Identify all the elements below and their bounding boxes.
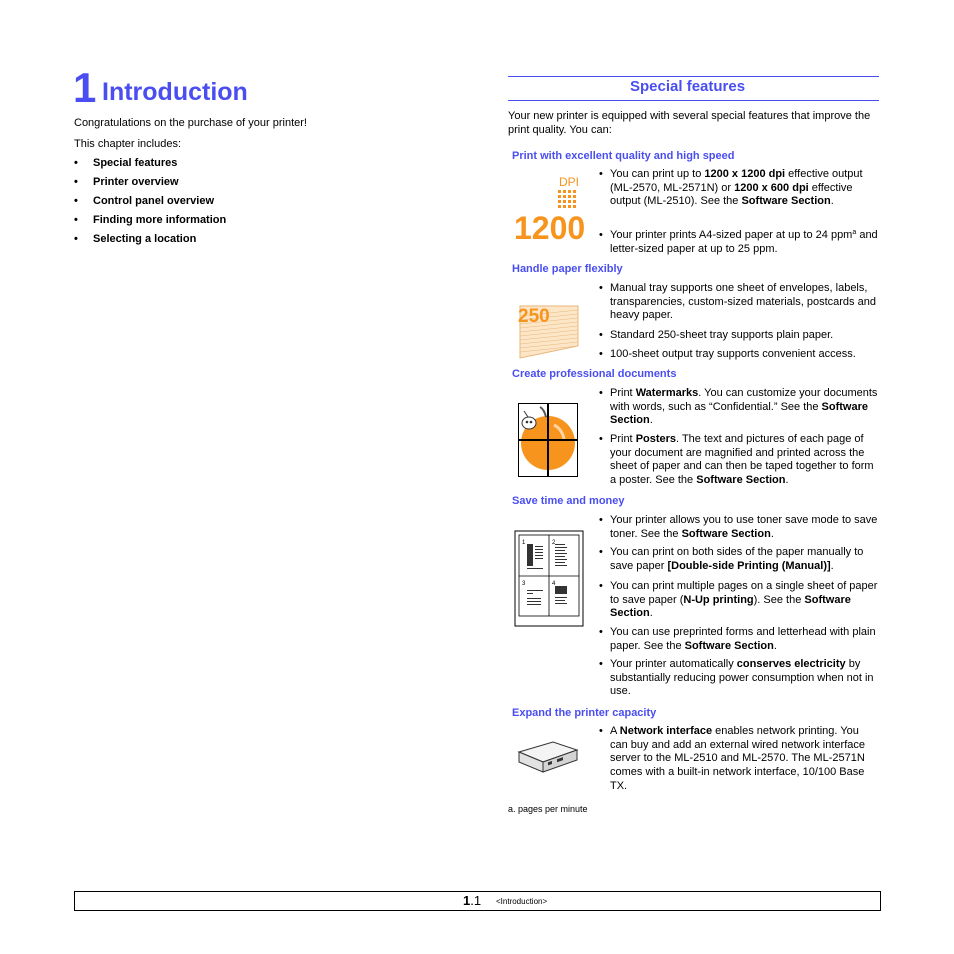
footnote-ref[interactable]: a: [852, 229, 857, 236]
chapter-title: Introduction: [102, 78, 248, 106]
poster-orange-icon: [518, 403, 578, 482]
network-interface-icon: [517, 740, 579, 781]
chapter-toc: [74, 157, 226, 252]
subheading-expand: Expand the printer capacity: [512, 707, 657, 719]
bullet-item: • A Network interface enables network printing. You can buy and add an external wired network interface server to the ML-2510 and ML-2570. The ML-2571N comes with a built-in network interface, 10/100 Base TX.: [599, 725, 865, 792]
section-rule-bottom: [508, 100, 879, 101]
svg-text:2: 2: [552, 540, 556, 546]
subheading-documents: Create professional documents: [512, 368, 677, 380]
footnote: a. pages per minute: [508, 804, 588, 814]
toc-item[interactable]: • Special features: [74, 157, 178, 169]
svg-text:4: 4: [552, 581, 556, 587]
dpi-1200-icon: [514, 172, 586, 249]
toc-item[interactable]: • Selecting a location: [74, 233, 197, 245]
section-rule-top: [508, 76, 879, 77]
toc-item[interactable]: • Finding more information: [74, 214, 227, 226]
subheading-save: Save time and money: [512, 495, 625, 507]
bullet-item: • Manual tray supports one sheet of envelopes, labels, transparencies, custom-sized materials, postcards and heavy paper.: [599, 282, 876, 322]
bullet-item: • Your printer prints A4-sized paper at up to 24 ppm$^a$ and letter-sized paper at up to 25 ppm.: [599, 229, 878, 255]
svg-text:3: 3: [522, 581, 526, 587]
bullet-item: • You can print up to 1200 x 1200 dpi effective output (ML-2570, ML-2571N) or 1200 x 600 dpi effective output (ML-2510). See the Software Section.: [599, 168, 863, 208]
page-number: 1.1: [463, 893, 482, 908]
bullet-item: • You can use preprinted forms and letterhead with plain paper. See the Software Section.: [599, 626, 876, 652]
dpi-number: 1200: [514, 210, 586, 244]
bullet-item: • Print Watermarks. You can customize your documents with words, such as “Confidential.” See the Software Section.: [599, 387, 878, 427]
bullet-item: • You can print multiple pages on a single sheet of paper to save paper (N-Up printing). See the Software Section.: [599, 580, 878, 620]
footer-chapter-tag: <Introduction>: [496, 897, 548, 906]
subheading-quality: Print with excellent quality and high speed: [512, 150, 735, 162]
toc-item[interactable]: • Control panel overview: [74, 195, 215, 207]
bullet-item: • Your printer automatically conserves electricity by substantially reducing power consumption when not in use.: [599, 658, 874, 698]
paper-stack-250-icon: [516, 302, 582, 365]
toc-item[interactable]: • Printer overview: [74, 176, 179, 188]
paper-count: 250: [518, 306, 550, 327]
bullet-item: • 100-sheet output tray supports convenient access.: [599, 348, 856, 360]
subheading-paper: Handle paper flexibly: [512, 263, 623, 275]
bullet-item: • You can print on both sides of the paper manually to save paper [Double-side Printing (Manual)].: [599, 546, 864, 572]
chapter-intro: Congratulations on the purchase of your printer!: [74, 117, 307, 129]
bullet-item: • Standard 250-sheet tray supports plain paper.: [599, 329, 834, 341]
section-title: Special features: [630, 78, 746, 95]
bullet-item: • Print Posters. The text and pictures of each page of your document are magnified and printed across the sheet of paper and can then be taped together to form a poster. See the Software Section.: [599, 433, 874, 487]
includes-label: This chapter includes:: [74, 138, 181, 150]
n-up-pages-icon: [514, 530, 584, 632]
chapter-number: 1: [73, 64, 97, 111]
bullet-item: • Your printer allows you to use toner save mode to save toner. See the Software Section.: [599, 514, 878, 540]
section-intro: Your new printer is equipped with several special features that improve the print quality. You can:: [508, 110, 871, 136]
dpi-label: DPI: [559, 175, 580, 189]
svg-text:1: 1: [522, 540, 526, 546]
